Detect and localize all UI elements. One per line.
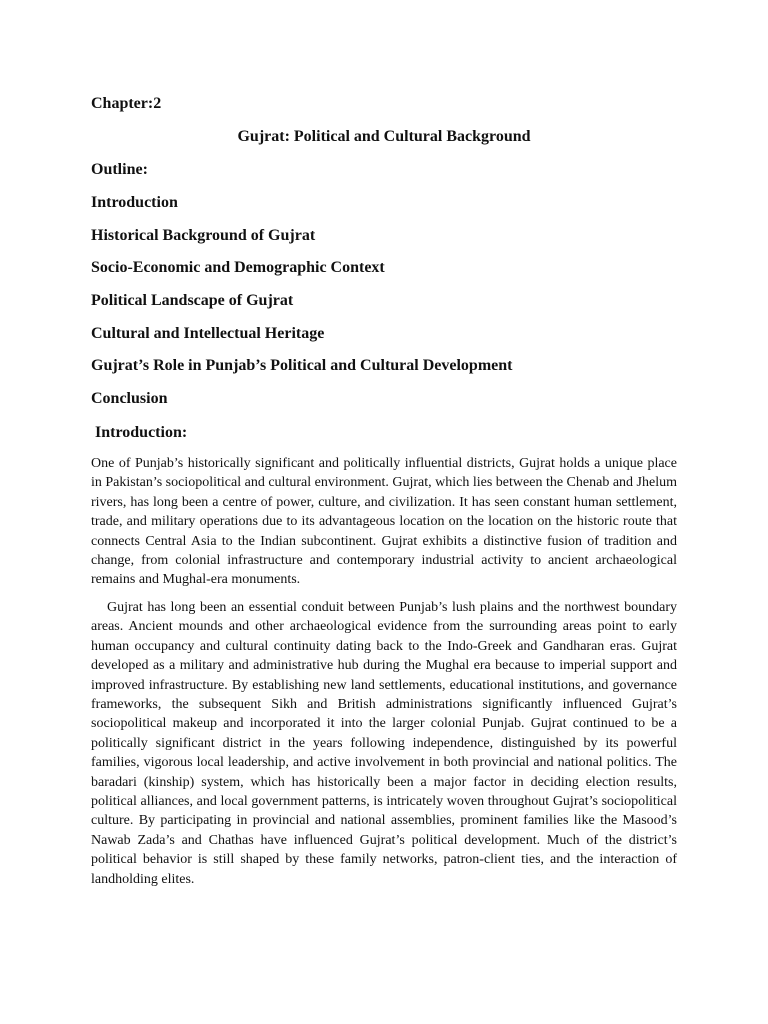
- chapter-label: Chapter:2: [91, 95, 162, 112]
- outline-list: [91, 193, 512, 422]
- outline-heading: Outline:: [91, 161, 148, 178]
- chapter-title: Gujrat: Political and Cultural Background: [237, 128, 531, 145]
- outline-item-cultural-heritage: Cultural and Intellectual Heritage: [91, 324, 325, 342]
- outline-item-conclusion: Conclusion: [91, 390, 168, 408]
- outline-item-historical-background: Historical Background of Gujrat: [91, 226, 316, 244]
- outline-item-gujrat-role: Gujrat’s Role in Punjab’s Political and Cultural Development: [91, 357, 513, 375]
- outline-item-socio-economic: Socio-Economic and Demographic Context: [91, 259, 385, 277]
- outline-item-introduction: Introduction: [91, 194, 178, 211]
- outline-item-political-landscape: Political Landscape of Gujrat: [91, 292, 294, 310]
- body-paragraph: One of Punjab’s historically significant and politically influential districts, Gujrat holds a unique place in Pakistan’s sociopolitical and cultural environment. Gujrat, which lies between the Chenab and Jhelum rivers, has long been a centre of power, culture, and civilization. It has seen constant human settlement, trade, and military operations due to its advantageous location on the location on the historic route that connects Central Asia to the Indian subcontinent. Gujrat exhibits a distinctive fusion of tradition and change, from colonial infrastructure and contemporary industrial activity to ancient archaeological remains and Mughal-era monuments.: [91, 456, 677, 588]
- introduction-heading: Introduction:: [95, 424, 188, 441]
- body-paragraph: Gujrat has long been an essential conduit between Punjab’s lush plains and the northwest boundary areas. Ancient mounds and other archaeological evidence from the surrounding areas point to early human occupancy and cultural continuity dating back to the Indo-Greek and Gandharan eras. Gujrat developed as a military and administrative hub during the Mughal era because to imperial support and improved infrastructure. By establishing new land settlements, educational institutions, and governance frameworks, the subsequent Sikh and British administrations significantly influenced Gujrat’s sociopolitical makeup and incorporated it into the larger colonial Punjab. Gujrat continued to be a politically significant district in the years following independence, distinguished by its powerful families, vigorous local leadership, and active involvement in both provincial and national politics. The baradari (kinship) system, which has historically been a major factor in deciding election results, political alliances, and local government patterns, is intricately woven throughout Gujrat’s sociopolitical culture. By participating in provincial and national assemblies, prominent families like the Masood’s Nawab Zada’s and Chathas have influenced Gujrat’s political development. Much of the district’s political behavior is still shaped by these family networks, patron-client ties, and the interaction of landholding elites.: [91, 600, 677, 887]
